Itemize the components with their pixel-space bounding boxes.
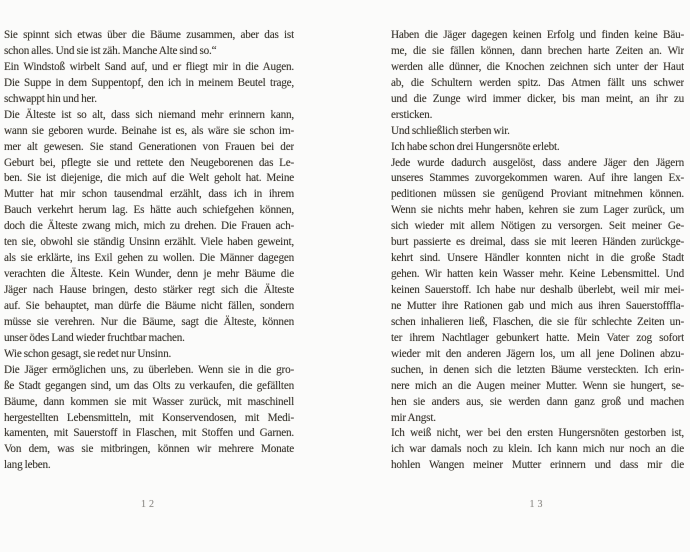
text-line: Jäger nach Hause bringen, desto stärker regt sich die Älteste	[4, 284, 294, 296]
text-line: Die Jäger ermöglichen uns, zu überleben. Wenn sie in die gro-	[4, 363, 294, 376]
text-line: mer alt gewesen. Sie stand Generationen von Frauen bei der	[4, 140, 294, 153]
text-line: mir Angst.	[391, 411, 436, 424]
page-right-number: 13	[529, 499, 546, 510]
text-line: ne Mutter ihre Rationen gab und mich aus ihren Sauerstofffla-	[391, 299, 684, 312]
text-line: wieder mit den anderen Jägern los, um all jene Dolinen abzu-	[391, 347, 684, 360]
text-line: ich war damals noch zu klein. Ich kann mich nur noch an die	[391, 443, 684, 456]
text-line: lang leben.	[4, 459, 51, 472]
text-line: suchen, in denen sich die letzten Bäume versteckten. Ich erin-	[391, 363, 684, 376]
text-line: hergestellten Lebensmitteln, mit Konservendosen, mit Medi-	[4, 411, 294, 424]
text-line: Geburt bei, pflegte sie und rettete den Neugeborenen das Le-	[4, 156, 294, 169]
text-line: und die Zunge wird immer dicker, bis man meint, an ihr zu	[391, 92, 684, 105]
text-line: kehrt sind. Unsere Händler konnten nicht in die große Stadt	[391, 252, 684, 265]
text-line: Bauch verkehrt herum lag. Es hätte auch schiefgehen können,	[4, 204, 294, 217]
text-line: Sie spinnt sich etwas über die Bäume zusammen, aber das ist	[4, 29, 294, 41]
text-line: gehen. Wir hatten kein Wasser mehr. Keine Lebensmittel. Und	[391, 268, 684, 281]
text-line: werden alle dünner, die Knochen zeichnen sich unter der Haut	[391, 60, 684, 73]
text-line: unseres Stammes zuvorgekommen waren. Auf ihre langen Ex-	[391, 172, 684, 185]
text-line: schwappt hin und her.	[4, 92, 97, 105]
text-line: ße Stadt gegangen sind, um das Olts zu verkaufen, die gefällten	[4, 379, 294, 392]
text-line: müsse sie verehren. Nur die Bäume, sagt die Älteste, können	[4, 315, 294, 328]
text-line: Haben die Jäger dagegen keinen Erfolg und finden keine Bäu-	[391, 29, 684, 41]
text-line: Die Suppe in dem Suppentopf, den ich in meinem Beutel trage,	[4, 76, 294, 89]
page-right-text	[391, 28, 684, 474]
text-line: auf. Sie behauptet, man dürfe die Bäume nicht fällen, sondern	[4, 299, 294, 312]
text-line: sich wieder mit allem Nötigen zu versorgen. Seit meiner Ge-	[391, 220, 684, 233]
text-line: doch die Älteste zwang mich, mich zu drehen. Die Frauen ach-	[4, 220, 294, 233]
text-line: hohlen Wangen meiner Mutter erinnern und dass mir die	[391, 459, 684, 472]
text-line: Wenn sie nichts mehr haben, kehren sie zum Lager zurück, um	[391, 204, 684, 217]
text-line: nere mich an die Augen meiner Mutter. Wenn sie hungert, se-	[391, 379, 684, 392]
text-line: ten sie, obwohl sie ständig Unsinn erzählt. Viele haben geweint,	[4, 236, 294, 249]
text-line: ersticken.	[391, 108, 433, 121]
text-line: kamenten, mit Sauerstoff in Flaschen, mit Stoffen und Garnen.	[4, 427, 294, 440]
text-line: Ein Windstoß wirbelt Sand auf, und er fliegt mir in die Augen.	[4, 60, 294, 73]
text-line: keinen Sauerstoff. Ich habe nur deshalb überlebt, weil mir mei-	[391, 284, 684, 296]
text-line: unser ödes Land wieder fruchtbar machen.	[4, 331, 185, 344]
text-line: Wie schon gesagt, sie redet nur Unsinn.	[4, 347, 172, 360]
text-line: me, die sie fällen können, dann brechen harte Zeiten an. Wir	[391, 44, 684, 57]
text-line: wann sie geboren wurde. Beinahe ist es, als wäre sie schon im-	[4, 124, 294, 137]
text-line: Von dem, was sie mitbringen, können wir mehrere Monate	[4, 443, 294, 456]
text-line: Bäume, dann kommen sie mit Wasser zurück, mit maschinell	[4, 395, 294, 408]
text-line: Ich weiß nicht, wer bei den ersten Hungersnöten gestorben ist,	[391, 427, 684, 440]
text-line: Ich habe schon drei Hungersnöte erlebt.	[391, 140, 560, 153]
text-line: Die Älteste ist so alt, dass sich niemand mehr erinnern kann,	[4, 108, 294, 121]
text-line: Mutter hat mir schon tausendmal erzählt, dass ich in ihrem	[4, 188, 294, 201]
text-line: ab, die Schultern werden spitz. Das Atmen fällt uns schwer	[391, 76, 684, 89]
text-line: burt passierte es dreimal, dass sie mit leeren Händen zurückge-	[391, 236, 684, 249]
page-left-text	[4, 28, 294, 474]
text-line: hen sie anders aus, sie werden dann ganz groß und machen	[391, 395, 684, 408]
text-line: Jede wurde dadurch ausgelöst, dass andere Jäger den Jägern	[391, 156, 684, 169]
text-line: ben. Sie ist diejenige, die mich auf die Welt geholt hat. Meine	[4, 172, 294, 185]
text-line: peditionen müssen sie genügend Proviant mitnehmen können.	[391, 188, 684, 201]
text-line: als sie erklärte, ins Exil gehen zu wollen. Die Männer dagegen	[4, 252, 294, 265]
text-line: schon alles. Und sie ist zäh. Manche Alte sind so.“	[4, 44, 217, 57]
text-line: ter ihrem Nachtlager gebunkert hatte. Mein Vater zog sofort	[391, 331, 684, 344]
text-line: verachten die Älteste. Kein Wunder, denn je mehr Bäume die	[4, 268, 294, 281]
page-left-number: 12	[141, 499, 157, 510]
text-line: Und schließlich sterben wir.	[391, 124, 510, 137]
text-line: schen inhalieren ließ, Flaschen, die sie für schlechte Zeiten un-	[391, 315, 684, 328]
